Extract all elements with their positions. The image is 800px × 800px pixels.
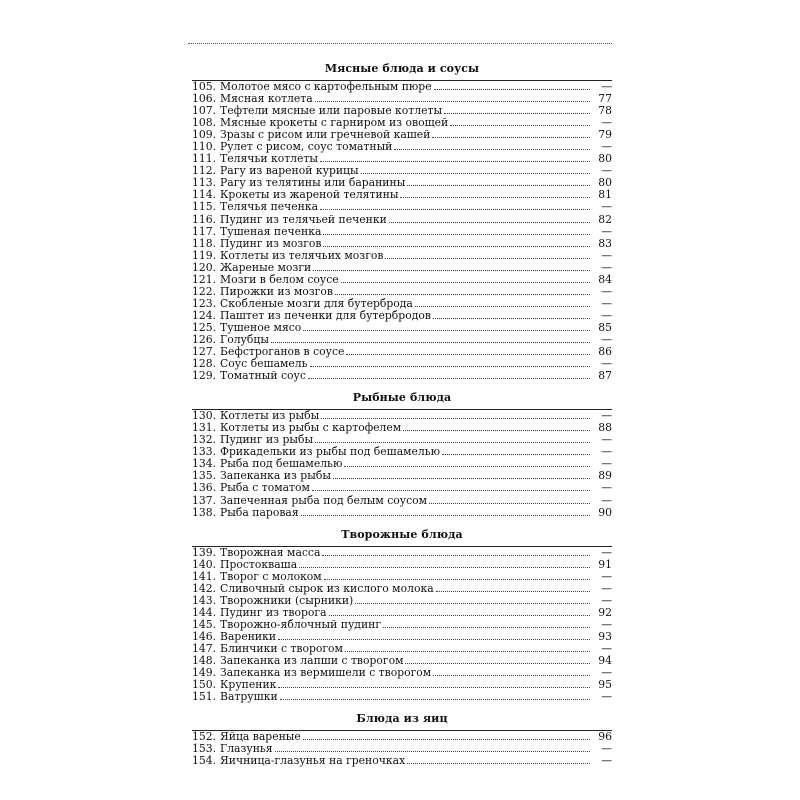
entry-page-number: — (601, 358, 612, 371)
dot-leader (394, 141, 590, 150)
toc-entry (192, 238, 612, 250)
entry-title: Мясные крокеты с гарниром из овощей (220, 117, 449, 130)
dot-leader (324, 571, 590, 580)
entry-number: 143. (192, 594, 217, 607)
dot-leader (320, 201, 590, 210)
entry-title: Ватрушки (220, 691, 278, 704)
entry-page-number: — (601, 458, 612, 471)
dot-leader (346, 346, 590, 355)
entry-title: Крупеник (220, 679, 277, 692)
toc-entry (192, 547, 612, 559)
toc-entry (192, 226, 612, 238)
entry-title: Зразы с рисом или гречневой кашей (220, 129, 431, 142)
entry-number: 131. (192, 422, 217, 435)
dot-leader (341, 274, 590, 283)
toc-entry (192, 214, 612, 226)
entry-page-number: — (601, 81, 612, 93)
entry-title: Томатный соус (220, 370, 306, 383)
toc-entry (192, 731, 612, 743)
entry-page-number: — (601, 165, 612, 178)
toc-entry (192, 743, 612, 755)
entry-number: 107. (192, 105, 217, 118)
entry-title: Пирожки из мозгов (220, 285, 333, 298)
toc-entry (192, 643, 612, 655)
dot-leader (403, 422, 590, 431)
toc-entry (192, 495, 612, 507)
entry-title: Рыба с томатом (220, 482, 310, 495)
toc-section (192, 62, 612, 382)
dot-leader (389, 214, 590, 223)
dot-leader (310, 358, 590, 367)
toc-entry (192, 153, 612, 165)
entry-number: 128. (192, 358, 217, 371)
entry-title: Рулет с рисом, соус томатный (220, 141, 393, 154)
dot-leader (400, 189, 590, 198)
dot-leader (405, 655, 590, 664)
entry-page-number: — (601, 755, 612, 768)
entry-number: 146. (192, 630, 217, 643)
dot-leader (299, 559, 590, 568)
entry-number: 105. (192, 81, 217, 93)
entry-title: Рыба под бешамелью (220, 458, 343, 471)
entry-page-number: — (601, 225, 612, 238)
entry-page-number: — (601, 309, 612, 322)
toc-entry (192, 458, 612, 470)
entry-number: 120. (192, 261, 217, 274)
entry-page-number: 86 (598, 346, 612, 359)
entry-number: 154. (192, 755, 217, 768)
dot-leader (313, 262, 590, 271)
toc-entry (192, 141, 612, 153)
entry-page-number: — (601, 333, 612, 346)
entry-page-number: 77 (598, 93, 612, 106)
dot-leader (280, 691, 590, 700)
entry-title: Котлеты из телячьих мозгов (220, 249, 384, 262)
toc-entry (192, 117, 612, 129)
dot-leader (442, 446, 590, 455)
entry-page-number: 91 (598, 558, 612, 571)
toc-entry (192, 346, 612, 358)
entry-page-number: — (601, 446, 612, 459)
entry-page-number: — (601, 261, 612, 274)
entry-page-number: — (601, 410, 612, 423)
dot-leader (271, 334, 590, 343)
toc-entry (192, 410, 612, 422)
entry-title: Глазунья (220, 743, 273, 756)
entry-page-number: — (601, 582, 612, 595)
entry-number: 130. (192, 410, 217, 423)
toc-entry (192, 177, 612, 189)
dot-leader (335, 286, 590, 295)
dot-leader (321, 410, 590, 419)
entry-page-number: — (601, 546, 612, 559)
toc-entry (192, 129, 612, 141)
toc-entry (192, 93, 612, 105)
entry-number: 117. (192, 225, 217, 238)
entry-number: 152. (192, 731, 217, 744)
entry-page-number: 81 (598, 189, 612, 202)
entry-title: Бефстроганов в соусе (220, 346, 345, 359)
entry-number: 140. (192, 558, 217, 571)
entry-title: Крокеты из жареной телятины (220, 189, 399, 202)
entry-title: Жареные мозги (220, 261, 312, 274)
section-heading: Рыбные блюда (352, 391, 452, 405)
toc-entry (192, 189, 612, 201)
toc-entry (192, 201, 612, 213)
entry-number: 106. (192, 93, 217, 106)
entry-number: 151. (192, 691, 217, 704)
entry-page-number: — (601, 482, 612, 495)
dot-leader (323, 226, 590, 235)
toc-entry (192, 298, 612, 310)
toc-entry (192, 667, 612, 679)
toc-entry (192, 559, 612, 571)
toc-entry (192, 679, 612, 691)
entry-title: Пудинг из творога (220, 606, 327, 619)
entry-number: 114. (192, 189, 217, 202)
entry-number: 119. (192, 249, 217, 262)
dot-leader (301, 507, 590, 516)
entry-title: Творожно-яблочный пудинг (220, 618, 381, 631)
entry-page-number: — (601, 743, 612, 756)
entry-title: Яичница-глазунья на греночках (220, 755, 406, 768)
entry-number: 144. (192, 606, 217, 619)
entry-title: Тушеная печенка (220, 225, 322, 238)
entry-page-number: — (601, 494, 612, 507)
entry-page-number: 92 (598, 606, 612, 619)
entry-number: 112. (192, 165, 217, 178)
entry-title: Соус бешамель (220, 358, 308, 371)
entry-number: 150. (192, 679, 217, 692)
toc-entry (192, 607, 612, 619)
toc-section (192, 712, 612, 767)
toc-entry (192, 334, 612, 346)
entry-title: Мозги в белом соусе (220, 273, 339, 286)
entry-page-number: 85 (598, 321, 612, 334)
dot-leader (333, 470, 590, 479)
entry-number: 115. (192, 201, 217, 214)
dot-leader (436, 583, 590, 592)
dot-leader (450, 117, 590, 126)
entry-number: 147. (192, 642, 217, 655)
entry-title: Творожная масса (220, 546, 321, 559)
entry-page-number: — (601, 285, 612, 298)
dot-leader (308, 370, 590, 379)
dot-leader (345, 643, 590, 652)
entry-number: 122. (192, 285, 217, 298)
toc-entry (192, 691, 612, 703)
dot-leader (433, 667, 590, 676)
entry-number: 138. (192, 506, 217, 519)
dot-leader (315, 93, 590, 102)
entry-page-number: 80 (598, 177, 612, 190)
entry-title: Пудинг из мозгов (220, 237, 322, 250)
dot-leader (312, 482, 590, 491)
dot-leader (329, 607, 590, 616)
dot-leader (407, 755, 590, 764)
dot-leader (275, 743, 590, 752)
entry-page-number: — (601, 434, 612, 447)
dot-leader (278, 631, 590, 640)
entry-title: Мясная котлета (220, 93, 313, 106)
entry-page-number: 82 (598, 213, 612, 226)
entry-page-number: 88 (598, 422, 612, 435)
entry-number: 108. (192, 117, 217, 130)
entry-number: 136. (192, 482, 217, 495)
entry-title: Рагу из телятины или баранины (220, 177, 406, 190)
toc-entry (192, 434, 612, 446)
toc-entry (192, 105, 612, 117)
toc-entry (192, 470, 612, 482)
entry-page-number: — (601, 249, 612, 262)
dot-leader (407, 177, 590, 186)
dot-leader (432, 129, 590, 138)
entry-page-number: 89 (598, 470, 612, 483)
entry-title: Скобленые мозги для бутерброда (220, 297, 413, 310)
entry-number: 142. (192, 582, 217, 595)
entry-number: 141. (192, 570, 217, 583)
entry-title: Сливочный сырок из кислого молока (220, 582, 434, 595)
entry-title: Запеканка из рыбы (220, 470, 331, 483)
dot-leader (434, 81, 590, 90)
dot-leader (323, 238, 590, 247)
dot-leader (415, 298, 590, 307)
entry-title: Рагу из вареной курицы (220, 165, 359, 178)
entry-title: Фрикадельки из рыбы под бешамелью (220, 446, 441, 459)
dot-leader (383, 619, 590, 628)
top-dotted-rule (188, 43, 612, 44)
entry-number: 125. (192, 321, 217, 334)
entry-number: 145. (192, 618, 217, 631)
entry-title: Голубцы (220, 333, 269, 346)
toc-entry (192, 262, 612, 274)
entry-title: Яйца вареные (220, 731, 301, 744)
dot-leader (320, 153, 590, 162)
entry-title: Телячьи котлеты (220, 153, 318, 166)
entry-number: 111. (192, 153, 217, 166)
entry-title: Тушеное мясо (220, 321, 302, 334)
section-heading: Творожные блюда (341, 527, 463, 541)
entry-number: 153. (192, 743, 217, 756)
entry-page-number: — (601, 117, 612, 130)
dot-leader (385, 250, 590, 259)
entry-number: 134. (192, 458, 217, 471)
dot-leader (344, 458, 590, 467)
entry-page-number: — (601, 594, 612, 607)
entry-page-number: 94 (598, 655, 612, 668)
entry-number: 109. (192, 129, 217, 142)
toc-entry (192, 655, 612, 667)
entry-number: 121. (192, 273, 217, 286)
entry-page-number: 95 (598, 679, 612, 692)
toc-entry (192, 422, 612, 434)
toc-entry (192, 507, 612, 519)
entry-number: 133. (192, 446, 217, 459)
entry-title: Запеканка из лапши с творогом (220, 655, 404, 668)
entry-number: 110. (192, 141, 217, 154)
toc-entry (192, 571, 612, 583)
entry-page-number: 90 (598, 506, 612, 519)
entry-page-number: — (601, 570, 612, 583)
entry-title: Запеченная рыба под белым соусом (220, 494, 428, 507)
entry-page-number: — (601, 642, 612, 655)
dot-leader (322, 547, 590, 556)
toc-section (192, 528, 612, 704)
entry-number: 132. (192, 434, 217, 447)
dot-leader (303, 731, 590, 740)
entry-page-number: 80 (598, 153, 612, 166)
entry-title: Творожники (сырники) (220, 594, 354, 607)
entry-title: Котлеты из рыбы с картофелем (220, 422, 402, 435)
entry-title: Пудинг из рыбы (220, 434, 314, 447)
entry-title: Запеканка из вермишели с творогом (220, 667, 432, 680)
entry-title: Простокваша (220, 558, 298, 571)
toc-entry (192, 358, 612, 370)
dot-leader (361, 165, 590, 174)
entry-title: Творог с молоком (220, 570, 322, 583)
toc-entry (192, 583, 612, 595)
toc-entry (192, 250, 612, 262)
entry-title: Пудинг из телячьей печенки (220, 213, 387, 226)
entry-page-number: 83 (598, 237, 612, 250)
entry-number: 116. (192, 213, 217, 226)
toc-section (192, 391, 612, 518)
entry-number: 113. (192, 177, 217, 190)
toc-entry (192, 631, 612, 643)
table-of-contents (192, 62, 612, 776)
entry-number: 149. (192, 667, 217, 680)
entry-page-number: 87 (598, 370, 612, 383)
entry-page-number: 93 (598, 630, 612, 643)
toc-entry (192, 619, 612, 631)
toc-entry (192, 81, 612, 93)
entry-number: 124. (192, 309, 217, 322)
entry-number: 118. (192, 237, 217, 250)
entry-number: 139. (192, 546, 217, 559)
toc-entry (192, 595, 612, 607)
entry-number: 148. (192, 655, 217, 668)
dot-leader (433, 310, 590, 319)
entry-number: 126. (192, 333, 217, 346)
entry-title: Молотое мясо с картофельным пюре (220, 81, 432, 93)
entry-title: Блинчики с творогом (220, 642, 343, 655)
entry-title: Телячья печенка (220, 201, 319, 214)
section-heading: Мясные блюда и соусы (324, 62, 480, 75)
section-heading: Блюда из яиц (356, 712, 448, 726)
toc-entry (192, 274, 612, 286)
entry-title: Рыба паровая (220, 506, 299, 519)
entry-page-number: — (601, 201, 612, 214)
entry-title: Паштет из печенки для бутербродов (220, 309, 431, 322)
toc-entry (192, 286, 612, 298)
dot-leader (303, 322, 590, 331)
entry-number: 135. (192, 470, 217, 483)
toc-entry (192, 755, 612, 767)
toc-entry (192, 370, 612, 382)
dot-leader (444, 105, 590, 114)
toc-entry (192, 310, 612, 322)
entry-number: 137. (192, 494, 217, 507)
entry-page-number: 96 (598, 731, 612, 744)
toc-entry (192, 482, 612, 494)
dot-leader (429, 495, 590, 504)
entry-page-number: — (601, 141, 612, 154)
entry-number: 127. (192, 346, 217, 359)
entry-number: 123. (192, 297, 217, 310)
entry-page-number: — (601, 691, 612, 704)
entry-title: Котлеты из рыбы (220, 410, 320, 423)
entry-number: 129. (192, 370, 217, 383)
dot-leader (278, 679, 590, 688)
entry-page-number: 78 (598, 105, 612, 118)
entry-title: Тефтели мясные или паровые котлеты (220, 105, 443, 118)
toc-entry (192, 446, 612, 458)
dot-leader (355, 595, 590, 604)
toc-entry (192, 165, 612, 177)
entry-page-number: — (601, 297, 612, 310)
dot-leader (315, 434, 590, 443)
entry-page-number: 79 (598, 129, 612, 142)
entry-page-number: 84 (598, 273, 612, 286)
entry-page-number: — (601, 667, 612, 680)
entry-page-number: — (601, 618, 612, 631)
entry-title: Вареники (220, 630, 277, 643)
toc-entry (192, 322, 612, 334)
